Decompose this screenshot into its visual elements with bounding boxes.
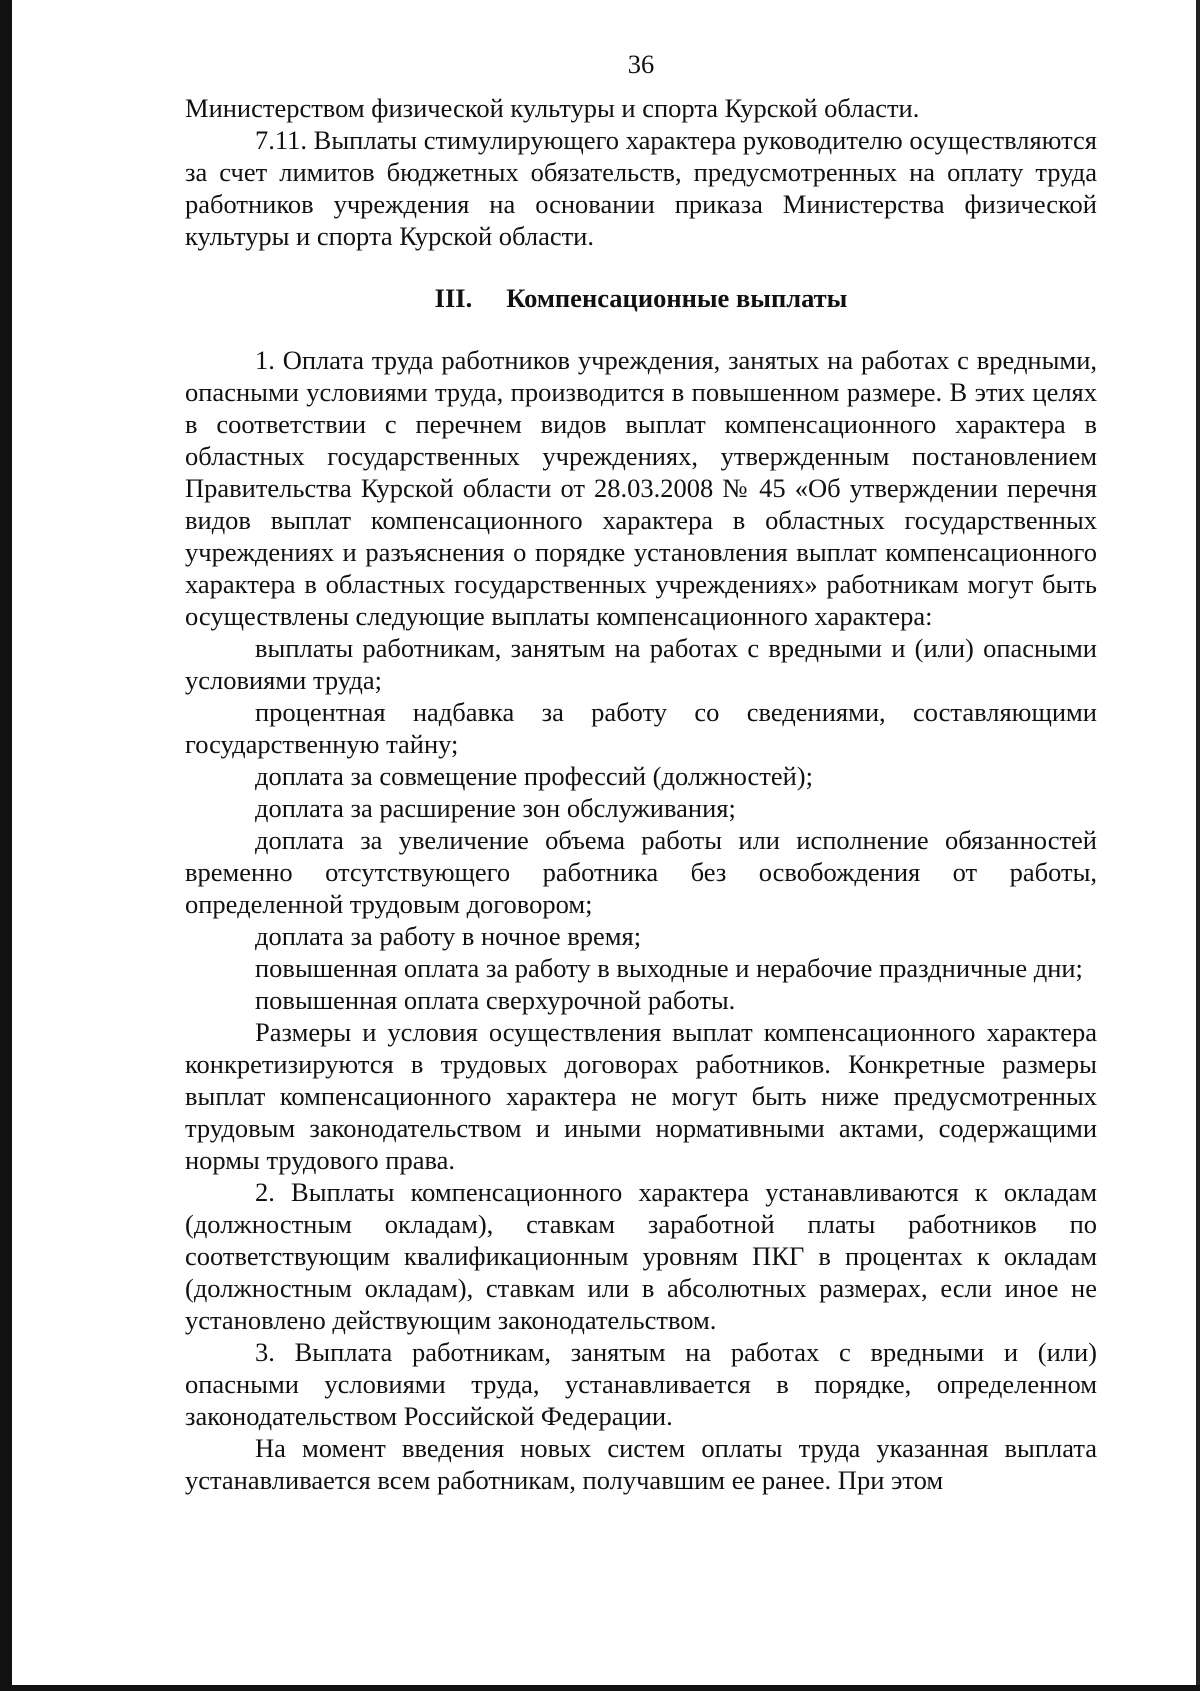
scan-edge-right (1196, 0, 1200, 1691)
section-heading (185, 282, 1097, 314)
list-item: доплата за увеличение объема работы или исполнение обязанностей временно отсутствующего работника без освобождения от работы, определенной трудовым договором; (185, 825, 1097, 919)
list-item: повышенная оплата сверхурочной работы. (255, 985, 736, 1015)
paragraph: 2. Выплаты компенсационного характера устанавливаются к окладам (должностным окладам), ставкам заработной платы работников по соответствующим квалификационным уровням ПКГ в процентах к окладам (должностным окладам), ставкам или в абсолютных размерах, если иное не установлено действующим законодательством. (185, 1177, 1097, 1335)
paragraph: 7.11. Выплаты стимулирующего характера руководителю осуществляются за счет лимитов бюджетных обязательств, предусмотренных на оплату труда работников учреждения на основании приказа Министерства физической культуры и спорта Курской области. (185, 125, 1097, 251)
paragraph: Размеры и условия осуществления выплат компенсационного характера конкретизируются в трудовых договорах работников. Конкретные размеры выплат компенсационного характера не могут быть ниже предусмотренных трудовым законодательством и иными нормативными актами, содержащими нормы трудового права. (185, 1017, 1097, 1175)
paragraph: Министерством физической культуры и спорта Курской области. (185, 93, 920, 123)
section-title: Компенсационные выплаты (506, 283, 848, 313)
section-after (185, 344, 1097, 1496)
list-item: процентная надбавка за работу со сведениями, составляющими государственную тайну; (185, 697, 1097, 759)
paragraph: 3. Выплата работникам, занятым на работах с вредными и (или) опасными условиями труда, устанавливается в порядке, определенном законодательством Российской Федерации. (185, 1337, 1097, 1431)
scan-edge-bottom (0, 1685, 1200, 1691)
section-number: III. (434, 283, 473, 313)
document-body (185, 48, 1097, 1496)
section-before (185, 92, 1097, 252)
paragraph: На момент введения новых систем оплаты труда указанная выплата устанавливается всем работникам, получавшим ее ранее. При этом (185, 1433, 1097, 1495)
list-item: доплата за совмещение профессий (должностей); (255, 761, 813, 791)
page-number: 36 (627, 49, 655, 79)
scan-edge-left (0, 0, 12, 1691)
list-item: повышенная оплата за работу в выходные и нерабочие праздничные дни; (255, 953, 1083, 983)
paragraph: 1. Оплата труда работников учреждения, занятых на работах с вредными, опасными условиями труда, производится в повышенном размере. В этих целях в соответствии с перечнем видов выплат компенсационного характера в областных государственных учреждениях, утвержденным постановлением Правительства Курской области от 28.03.2008 № 45 «Об утверждении перечня видов выплат компенсационного характера в областных государственных учреждениях и разъяснения о порядке установления выплат компенсационного характера в областных государственных учреждениях» работникам могут быть осуществлены следующие выплаты компенсационного характера: (185, 345, 1097, 631)
list-item: доплата за расширение зон обслуживания; (255, 793, 736, 823)
list-item: выплаты работникам, занятым на работах с вредными и (или) опасными условиями труда; (185, 633, 1097, 695)
list-item: доплата за работу в ночное время; (255, 921, 642, 951)
